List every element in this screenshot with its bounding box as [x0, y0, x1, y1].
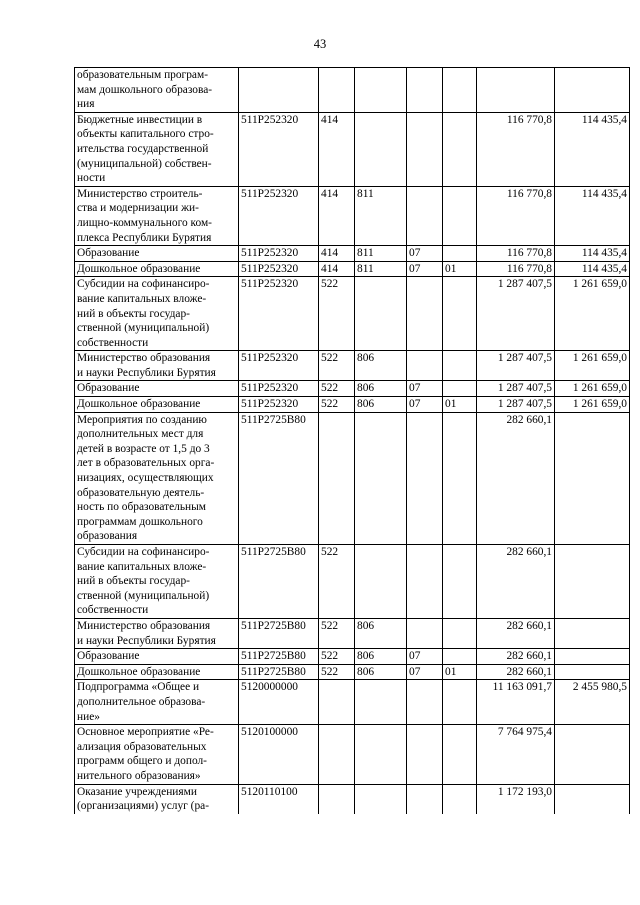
ministry-code-cell: 811	[355, 246, 407, 262]
target-code-cell: 511P2725B80	[239, 545, 319, 619]
table-row	[75, 618, 630, 648]
item-name-line: вание капитальных вложе-	[77, 560, 207, 573]
table-row	[75, 186, 630, 245]
table-row	[75, 381, 630, 397]
amount-2-cell	[555, 725, 630, 784]
table-row	[75, 412, 630, 544]
subsection-cell: 01	[443, 261, 477, 277]
target-code-cell: 511P252320	[239, 246, 319, 262]
section-cell	[407, 412, 443, 544]
section-cell	[407, 68, 443, 113]
amount-1-cell: 282 660,1	[477, 412, 555, 544]
expense-type-cell	[319, 412, 355, 544]
subsection-cell	[443, 618, 477, 648]
amount-2-cell: 2 455 980,5	[555, 680, 630, 725]
item-name-line: собственности	[77, 336, 149, 349]
table-row	[75, 680, 630, 725]
amount-2-cell	[555, 68, 630, 113]
target-code-cell: 511P252320	[239, 112, 319, 186]
amount-2-cell	[555, 545, 630, 619]
item-name-cell	[75, 112, 239, 186]
table-body	[75, 68, 630, 814]
target-code-cell: 511P2725B80	[239, 618, 319, 648]
item-name-line: ний в объекты государ-	[77, 307, 190, 320]
item-name-cell	[75, 246, 239, 262]
table-row	[75, 664, 630, 680]
target-code-cell: 511P2725B80	[239, 649, 319, 665]
section-cell: 07	[407, 246, 443, 262]
item-name-cell	[75, 68, 239, 113]
item-name-line: Подпрограмма «Общее и	[77, 681, 200, 694]
item-name-line: вание капитальных вложе-	[77, 292, 207, 305]
expense-type-cell	[319, 680, 355, 725]
table-row	[75, 68, 630, 113]
expense-type-cell: 522	[319, 397, 355, 413]
amount-1-cell	[477, 68, 555, 113]
amount-2-cell	[555, 784, 630, 814]
table-row	[75, 246, 630, 262]
table-row	[75, 261, 630, 277]
section-cell	[407, 277, 443, 351]
expense-type-cell	[319, 725, 355, 784]
item-name-cell	[75, 784, 239, 814]
table-row	[75, 112, 630, 186]
amount-2-cell: 1 261 659,0	[555, 381, 630, 397]
item-name-line: Оказание учреждениями	[77, 785, 197, 798]
ministry-code-cell	[355, 680, 407, 725]
expense-type-cell	[319, 784, 355, 814]
item-name-line: Субсидии на софинансиро-	[77, 546, 210, 558]
section-cell: 07	[407, 381, 443, 397]
expense-type-cell: 522	[319, 381, 355, 397]
amount-2-cell: 114 435,4	[555, 261, 630, 277]
amount-1-cell: 282 660,1	[477, 649, 555, 665]
item-name-line: дополнительных мест для	[77, 428, 204, 441]
item-name-cell	[75, 545, 239, 619]
table-row	[75, 351, 630, 381]
amount-1-cell: 1 287 407,5	[477, 351, 555, 381]
item-name-line: Мероприятия по созданию	[77, 413, 207, 426]
item-name-cell	[75, 351, 239, 381]
item-name-line: Дошкольное образование	[77, 398, 201, 411]
ministry-code-cell	[355, 545, 407, 619]
item-name-line: и науки Республики Бурятия	[77, 634, 216, 647]
table-row	[75, 397, 630, 413]
item-name-line: образования	[77, 530, 138, 543]
amount-2-cell: 1 261 659,0	[555, 277, 630, 351]
table-row	[75, 784, 630, 814]
amount-1-cell: 116 770,8	[477, 112, 555, 186]
item-name-cell	[75, 186, 239, 245]
ministry-code-cell	[355, 412, 407, 544]
subsection-cell	[443, 68, 477, 113]
target-code-cell: 5120100000	[239, 725, 319, 784]
ministry-code-cell	[355, 784, 407, 814]
item-name-cell	[75, 277, 239, 351]
target-code-cell: 511P252320	[239, 186, 319, 245]
item-name-line: объекты капитального стро-	[77, 128, 214, 141]
amount-1-cell: 11 163 091,7	[477, 680, 555, 725]
item-name-line: образовательную деятель-	[77, 486, 205, 499]
item-name-line: собственности	[77, 604, 149, 617]
amount-1-cell: 282 660,1	[477, 664, 555, 680]
ministry-code-cell: 806	[355, 351, 407, 381]
subsection-cell	[443, 186, 477, 245]
item-name-line: плекса Республики Бурятия	[77, 231, 212, 244]
amount-2-cell	[555, 664, 630, 680]
amount-2-cell: 114 435,4	[555, 246, 630, 262]
amount-1-cell: 282 660,1	[477, 545, 555, 619]
item-name-line: нительного образования»	[77, 769, 201, 782]
expense-type-cell: 522	[319, 618, 355, 648]
item-name-line: и науки Республики Бурятия	[77, 366, 216, 379]
ministry-code-cell: 811	[355, 186, 407, 245]
target-code-cell: 511P252320	[239, 277, 319, 351]
item-name-line: Основное мероприятие «Ре-	[77, 726, 214, 739]
expense-type-cell: 414	[319, 246, 355, 262]
subsection-cell	[443, 680, 477, 725]
item-name-line: Бюджетные инвестиции в	[77, 113, 203, 126]
expense-type-cell: 522	[319, 351, 355, 381]
subsection-cell	[443, 351, 477, 381]
item-name-line: Образование	[77, 382, 140, 395]
item-name-line: ний в объекты государ-	[77, 575, 190, 588]
item-name-line: ность по образовательным	[77, 501, 207, 514]
expense-type-cell: 522	[319, 277, 355, 351]
table-row	[75, 725, 630, 784]
item-name-cell	[75, 397, 239, 413]
amount-2-cell	[555, 649, 630, 665]
item-name-line: детей в возрасте от 1,5 до 3	[77, 442, 210, 455]
target-code-cell: 511P2725B80	[239, 664, 319, 680]
section-cell: 07	[407, 397, 443, 413]
subsection-cell: 01	[443, 397, 477, 413]
amount-2-cell: 1 261 659,0	[555, 397, 630, 413]
item-name-line: ственной (муниципальной)	[77, 322, 210, 335]
subsection-cell	[443, 725, 477, 784]
item-name-line: ализация образовательных	[77, 740, 207, 753]
amount-1-cell: 282 660,1	[477, 618, 555, 648]
section-cell	[407, 351, 443, 381]
item-name-line: Образование	[77, 650, 140, 663]
item-name-line: ительства государственной	[77, 142, 209, 155]
item-name-cell	[75, 261, 239, 277]
item-name-line: лет в образовательных орга-	[77, 457, 215, 470]
item-name-line: Министерство образования	[77, 352, 211, 365]
subsection-cell: 01	[443, 664, 477, 680]
ministry-code-cell: 806	[355, 397, 407, 413]
subsection-cell	[443, 246, 477, 262]
subsection-cell	[443, 649, 477, 665]
item-name-cell	[75, 412, 239, 544]
target-code-cell: 5120110100	[239, 784, 319, 814]
item-name-line: Министерство строитель-	[77, 187, 203, 200]
target-code-cell: 5120000000	[239, 680, 319, 725]
section-cell	[407, 725, 443, 784]
target-code-cell: 511P252320	[239, 351, 319, 381]
ministry-code-cell	[355, 68, 407, 113]
amount-1-cell: 7 764 975,4	[477, 725, 555, 784]
section-cell	[407, 680, 443, 725]
ministry-code-cell: 806	[355, 618, 407, 648]
expense-type-cell: 414	[319, 112, 355, 186]
item-name-line: низациях, осуществляющих	[77, 472, 214, 485]
item-name-line: Дошкольное образование	[77, 262, 201, 275]
expense-type-cell: 414	[319, 186, 355, 245]
item-name-line: программ общего и допол-	[77, 755, 207, 768]
amount-1-cell: 1 172 193,0	[477, 784, 555, 814]
ministry-code-cell: 806	[355, 381, 407, 397]
target-code-cell: 511P252320	[239, 397, 319, 413]
ministry-code-cell: 806	[355, 649, 407, 665]
item-name-cell	[75, 664, 239, 680]
subsection-cell	[443, 545, 477, 619]
section-cell	[407, 784, 443, 814]
item-name-line: ственной (муниципальной)	[77, 589, 210, 602]
amount-2-cell	[555, 412, 630, 544]
item-name-line: программам дошкольного	[77, 515, 203, 528]
subsection-cell	[443, 112, 477, 186]
target-code-cell	[239, 68, 319, 113]
section-cell	[407, 545, 443, 619]
amount-2-cell: 114 435,4	[555, 186, 630, 245]
expense-type-cell: 522	[319, 664, 355, 680]
amount-1-cell: 1 287 407,5	[477, 397, 555, 413]
section-cell	[407, 618, 443, 648]
item-name-cell	[75, 680, 239, 725]
amount-1-cell: 1 287 407,5	[477, 381, 555, 397]
table-row	[75, 649, 630, 665]
table-row	[75, 277, 630, 351]
expense-type-cell: 414	[319, 261, 355, 277]
item-name-line: лищно-коммунального ком-	[77, 216, 212, 229]
amount-1-cell: 1 287 407,5	[477, 277, 555, 351]
section-cell	[407, 112, 443, 186]
subsection-cell	[443, 277, 477, 351]
ministry-code-cell: 811	[355, 261, 407, 277]
item-name-line: (муниципальной) собствен-	[77, 157, 212, 170]
item-name-line: образовательным програм-	[77, 69, 208, 81]
page-number: 43	[313, 37, 327, 51]
section-cell: 07	[407, 261, 443, 277]
ministry-code-cell	[355, 277, 407, 351]
item-name-line: ние»	[77, 710, 100, 723]
item-name-line: дополнительное образова-	[77, 695, 206, 708]
target-code-cell: 511P2725B80	[239, 412, 319, 544]
expense-type-cell: 522	[319, 545, 355, 619]
ministry-code-cell: 806	[355, 664, 407, 680]
expense-type-cell: 522	[319, 649, 355, 665]
item-name-cell	[75, 618, 239, 648]
item-name-line: Министерство образования	[77, 619, 211, 632]
amount-2-cell: 1 261 659,0	[555, 351, 630, 381]
section-cell: 07	[407, 649, 443, 665]
section-cell	[407, 186, 443, 245]
target-code-cell: 511P252320	[239, 381, 319, 397]
item-name-line: ства и модернизации жи-	[77, 202, 199, 215]
item-name-line: ния	[77, 98, 95, 111]
section-cell: 07	[407, 664, 443, 680]
amount-1-cell: 116 770,8	[477, 261, 555, 277]
budget-table	[74, 67, 630, 814]
subsection-cell	[443, 784, 477, 814]
item-name-cell	[75, 381, 239, 397]
amount-2-cell	[555, 618, 630, 648]
subsection-cell	[443, 412, 477, 544]
subsection-cell	[443, 381, 477, 397]
target-code-cell: 511P252320	[239, 261, 319, 277]
ministry-code-cell	[355, 112, 407, 186]
amount-2-cell: 114 435,4	[555, 112, 630, 186]
item-name-line: Дошкольное образование	[77, 665, 201, 678]
item-name-cell	[75, 649, 239, 665]
item-name-line: (организациями) услуг (ра-	[77, 800, 210, 813]
amount-1-cell: 116 770,8	[477, 186, 555, 245]
expense-type-cell	[319, 68, 355, 113]
ministry-code-cell	[355, 725, 407, 784]
table-row	[75, 545, 630, 619]
item-name-line: Образование	[77, 247, 140, 260]
item-name-line: мам дошкольного образова-	[77, 83, 213, 96]
item-name-cell	[75, 725, 239, 784]
item-name-line: Субсидии на софинансиро-	[77, 278, 210, 291]
item-name-line: ности	[77, 172, 106, 185]
amount-1-cell: 116 770,8	[477, 246, 555, 262]
